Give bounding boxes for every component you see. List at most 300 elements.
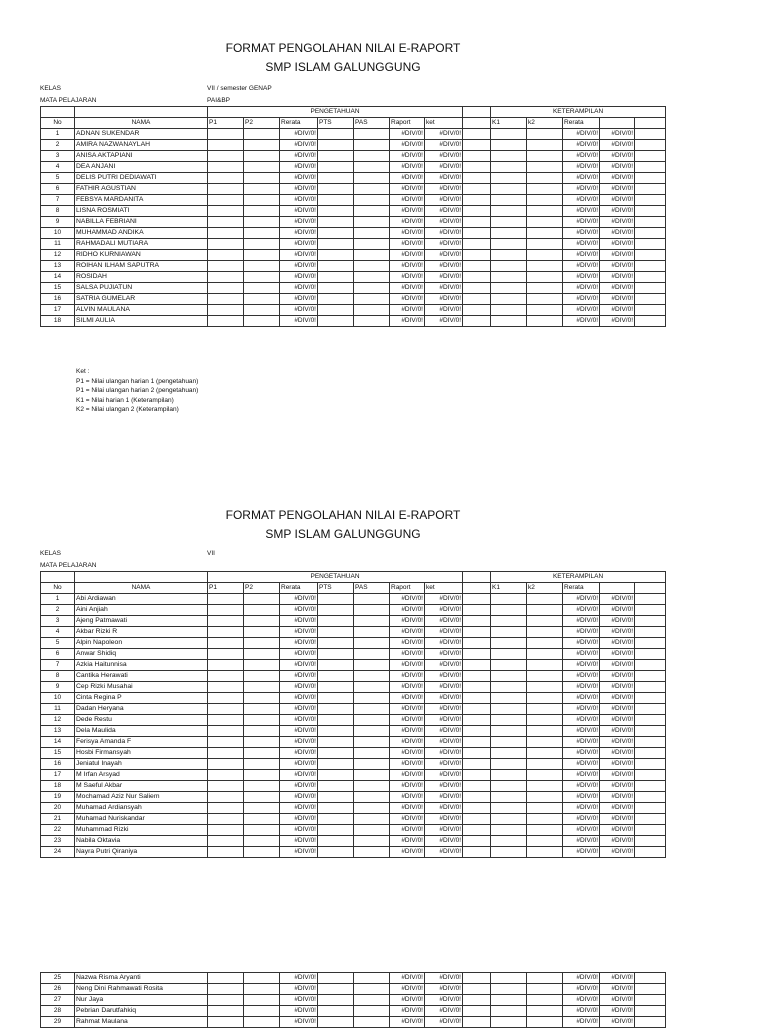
- cell-k2: [527, 836, 563, 847]
- cell-pas: [354, 272, 390, 283]
- cell-pas: [354, 759, 390, 770]
- cell-p2: [244, 814, 280, 825]
- cell-k2: [527, 217, 563, 228]
- cell-ket-value: #DIV/0!: [600, 594, 635, 605]
- cell-pas: [354, 195, 390, 206]
- cell-blank: [635, 162, 666, 173]
- row-number: 6: [41, 184, 75, 195]
- mapel-label: MATA PELAJARAN: [40, 97, 97, 104]
- cell-pas: [354, 825, 390, 836]
- cell-ket-value: #DIV/0!: [600, 792, 635, 803]
- cell-ket-value: #DIV/0!: [600, 704, 635, 715]
- row-number: 25: [41, 973, 75, 984]
- note-line: P1 = Nilai ulangan harian 2 (pengetahuan): [76, 387, 199, 394]
- cell-pts: [318, 162, 354, 173]
- cell-ket: #DIV/0!: [425, 140, 463, 151]
- cell-ket: #DIV/0!: [425, 726, 463, 737]
- cell-pas: [354, 748, 390, 759]
- cell-ket-rerata: #DIV/0!: [563, 973, 600, 984]
- table-row: [41, 195, 666, 206]
- cell-k1: [491, 704, 527, 715]
- cell-raport: #DIV/0!: [390, 984, 425, 995]
- cell-blank: [463, 250, 491, 261]
- cell-ket: #DIV/0!: [425, 616, 463, 627]
- cell-raport: #DIV/0!: [390, 594, 425, 605]
- cell-rerata: #DIV/0!: [280, 272, 318, 283]
- cell-ket-rerata: #DIV/0!: [563, 847, 600, 858]
- cell-blank: [635, 195, 666, 206]
- cell-pas: [354, 995, 390, 1006]
- row-number: 16: [41, 294, 75, 305]
- cell-p2: [244, 737, 280, 748]
- cell-blank: [635, 836, 666, 847]
- cell-k1: [491, 140, 527, 151]
- cell-ket: #DIV/0!: [425, 239, 463, 250]
- header-blank: [463, 107, 491, 118]
- cell-blank: [463, 715, 491, 726]
- cell-raport: #DIV/0!: [390, 616, 425, 627]
- cell-ket-value: #DIV/0!: [600, 660, 635, 671]
- header-keterampilan: KETERAMPILAN: [491, 572, 666, 583]
- cell-p1: [208, 195, 244, 206]
- student-name: Pebrian Darutfahkiq: [75, 1006, 208, 1017]
- cell-rerata: #DIV/0!: [280, 129, 318, 140]
- cell-blank: [635, 825, 666, 836]
- row-number: 19: [41, 792, 75, 803]
- cell-k1: [491, 283, 527, 294]
- cell-raport: #DIV/0!: [390, 748, 425, 759]
- cell-ket-rerata: #DIV/0!: [563, 605, 600, 616]
- cell-k2: [527, 250, 563, 261]
- row-number: 4: [41, 627, 75, 638]
- cell-blank: [463, 283, 491, 294]
- cell-k2: [527, 726, 563, 737]
- cell-pas: [354, 803, 390, 814]
- cell-p1: [208, 140, 244, 151]
- row-number: 27: [41, 995, 75, 1006]
- cell-p1: [208, 770, 244, 781]
- cell-p1: [208, 239, 244, 250]
- cell-ket-rerata: #DIV/0!: [563, 627, 600, 638]
- cell-pas: [354, 1006, 390, 1017]
- cell-blank: [463, 792, 491, 803]
- cell-ket: #DIV/0!: [425, 759, 463, 770]
- cell-k2: [527, 704, 563, 715]
- cell-k1: [491, 151, 527, 162]
- cell-rerata: #DIV/0!: [280, 627, 318, 638]
- cell-p2: [244, 162, 280, 173]
- cell-p2: [244, 605, 280, 616]
- header-blank: [635, 118, 666, 129]
- cell-p2: [244, 594, 280, 605]
- cell-blank: [635, 770, 666, 781]
- cell-p2: [244, 616, 280, 627]
- header-raport: Raport: [390, 583, 425, 594]
- table-row: [41, 594, 666, 605]
- header-blank: [41, 572, 75, 583]
- cell-p1: [208, 605, 244, 616]
- cell-blank: [635, 671, 666, 682]
- cell-ket-value: #DIV/0!: [600, 1017, 635, 1028]
- cell-ket-rerata: #DIV/0!: [563, 162, 600, 173]
- cell-p1: [208, 847, 244, 858]
- cell-raport: #DIV/0!: [390, 217, 425, 228]
- cell-raport: #DIV/0!: [390, 649, 425, 660]
- student-name: Muhammad Rizki: [75, 825, 208, 836]
- cell-pts: [318, 792, 354, 803]
- cell-p2: [244, 770, 280, 781]
- cell-rerata: #DIV/0!: [280, 984, 318, 995]
- cell-k1: [491, 814, 527, 825]
- cell-blank: [463, 759, 491, 770]
- cell-rerata: #DIV/0!: [280, 605, 318, 616]
- header-p2: P2: [244, 118, 280, 129]
- cell-blank: [463, 239, 491, 250]
- cell-p1: [208, 129, 244, 140]
- cell-pts: [318, 693, 354, 704]
- header-blank: [75, 572, 208, 583]
- cell-rerata: #DIV/0!: [280, 660, 318, 671]
- cell-pas: [354, 715, 390, 726]
- cell-ket-value: #DIV/0!: [600, 140, 635, 151]
- cell-blank: [635, 217, 666, 228]
- cell-ket: #DIV/0!: [425, 671, 463, 682]
- student-name: M Saeful Akbar: [75, 781, 208, 792]
- cell-ket: #DIV/0!: [425, 250, 463, 261]
- cell-k1: [491, 250, 527, 261]
- cell-ket: #DIV/0!: [425, 195, 463, 206]
- header-row: [41, 118, 666, 129]
- cell-ket-value: #DIV/0!: [600, 770, 635, 781]
- cell-blank: [635, 649, 666, 660]
- cell-ket-value: #DIV/0!: [600, 272, 635, 283]
- cell-ket-value: #DIV/0!: [600, 627, 635, 638]
- cell-rerata: #DIV/0!: [280, 973, 318, 984]
- cell-k2: [527, 294, 563, 305]
- cell-k2: [527, 803, 563, 814]
- cell-p2: [244, 847, 280, 858]
- row-number: 11: [41, 239, 75, 250]
- cell-raport: #DIV/0!: [390, 682, 425, 693]
- header-blank: [600, 583, 635, 594]
- cell-ket-rerata: #DIV/0!: [563, 693, 600, 704]
- student-name: Rahmat Maulana: [75, 1017, 208, 1028]
- table-row: [41, 995, 666, 1006]
- cell-ket: #DIV/0!: [425, 228, 463, 239]
- cell-ket-value: #DIV/0!: [600, 803, 635, 814]
- cell-pts: [318, 847, 354, 858]
- table-row: [41, 748, 666, 759]
- header-k1: K1: [491, 118, 527, 129]
- cell-raport: #DIV/0!: [390, 726, 425, 737]
- cell-rerata: #DIV/0!: [280, 261, 318, 272]
- cell-pas: [354, 283, 390, 294]
- header-no: No: [41, 583, 75, 594]
- cell-rerata: #DIV/0!: [280, 737, 318, 748]
- table-row: [41, 759, 666, 770]
- cell-k1: [491, 973, 527, 984]
- cell-p1: [208, 814, 244, 825]
- cell-k2: [527, 748, 563, 759]
- cell-rerata: #DIV/0!: [280, 682, 318, 693]
- cell-pts: [318, 261, 354, 272]
- cell-ket-rerata: #DIV/0!: [563, 715, 600, 726]
- cell-pts: [318, 228, 354, 239]
- cell-p1: [208, 825, 244, 836]
- cell-raport: #DIV/0!: [390, 781, 425, 792]
- table-row: [41, 671, 666, 682]
- cell-pas: [354, 704, 390, 715]
- cell-rerata: #DIV/0!: [280, 184, 318, 195]
- cell-blank: [635, 261, 666, 272]
- cell-blank: [463, 605, 491, 616]
- cell-ket-value: #DIV/0!: [600, 173, 635, 184]
- header-rerata: Rerata: [280, 583, 318, 594]
- cell-pts: [318, 814, 354, 825]
- cell-pts: [318, 1006, 354, 1017]
- cell-blank: [463, 814, 491, 825]
- cell-raport: #DIV/0!: [390, 162, 425, 173]
- cell-k1: [491, 770, 527, 781]
- cell-ket: #DIV/0!: [425, 748, 463, 759]
- cell-ket: #DIV/0!: [425, 814, 463, 825]
- cell-pas: [354, 649, 390, 660]
- cell-raport: #DIV/0!: [390, 184, 425, 195]
- cell-rerata: #DIV/0!: [280, 206, 318, 217]
- cell-pas: [354, 726, 390, 737]
- cell-pts: [318, 594, 354, 605]
- cell-rerata: #DIV/0!: [280, 616, 318, 627]
- table-row: [41, 715, 666, 726]
- row-number: 3: [41, 616, 75, 627]
- cell-pts: [318, 995, 354, 1006]
- cell-rerata: #DIV/0!: [280, 704, 318, 715]
- cell-k1: [491, 748, 527, 759]
- header-pengetahuan: PENGETAHUAN: [208, 107, 463, 118]
- cell-ket-rerata: #DIV/0!: [563, 825, 600, 836]
- cell-rerata: #DIV/0!: [280, 792, 318, 803]
- cell-ket-rerata: #DIV/0!: [563, 836, 600, 847]
- row-number: 26: [41, 984, 75, 995]
- cell-ket-rerata: #DIV/0!: [563, 1017, 600, 1028]
- cell-ket: #DIV/0!: [425, 847, 463, 858]
- cell-p1: [208, 792, 244, 803]
- header-pengetahuan: PENGETAHUAN: [208, 572, 463, 583]
- kelas-value: VII: [207, 550, 215, 557]
- cell-p2: [244, 272, 280, 283]
- table-row: [41, 792, 666, 803]
- cell-blank: [463, 671, 491, 682]
- cell-rerata: #DIV/0!: [280, 759, 318, 770]
- cell-p2: [244, 973, 280, 984]
- cell-ket: #DIV/0!: [425, 836, 463, 847]
- cell-k2: [527, 272, 563, 283]
- cell-ket: #DIV/0!: [425, 792, 463, 803]
- cell-p1: [208, 660, 244, 671]
- cell-pas: [354, 627, 390, 638]
- cell-p2: [244, 671, 280, 682]
- student-name: Dela Maulida: [75, 726, 208, 737]
- cell-k2: [527, 283, 563, 294]
- cell-blank: [463, 294, 491, 305]
- cell-k1: [491, 605, 527, 616]
- cell-raport: #DIV/0!: [390, 759, 425, 770]
- header-row: [41, 572, 666, 583]
- cell-ket-value: #DIV/0!: [600, 162, 635, 173]
- cell-rerata: #DIV/0!: [280, 995, 318, 1006]
- cell-k1: [491, 305, 527, 316]
- cell-k2: [527, 594, 563, 605]
- cell-p1: [208, 1006, 244, 1017]
- cell-k1: [491, 272, 527, 283]
- cell-ket-value: #DIV/0!: [600, 261, 635, 272]
- cell-rerata: #DIV/0!: [280, 1006, 318, 1017]
- cell-pts: [318, 984, 354, 995]
- cell-ket-value: #DIV/0!: [600, 671, 635, 682]
- notes-title: Ket :: [76, 368, 90, 375]
- student-name: Nur Jaya: [75, 995, 208, 1006]
- student-name: Muhamad Ardiansyah: [75, 803, 208, 814]
- row-number: 2: [41, 605, 75, 616]
- student-name: Cinta Regina P: [75, 693, 208, 704]
- cell-ket-rerata: #DIV/0!: [563, 995, 600, 1006]
- cell-raport: #DIV/0!: [390, 995, 425, 1006]
- cell-k2: [527, 605, 563, 616]
- row-number: 28: [41, 1006, 75, 1017]
- cell-k2: [527, 682, 563, 693]
- cell-p1: [208, 173, 244, 184]
- cell-blank: [635, 748, 666, 759]
- row-number: 20: [41, 803, 75, 814]
- cell-p2: [244, 682, 280, 693]
- cell-k1: [491, 682, 527, 693]
- cell-ket-rerata: #DIV/0!: [563, 239, 600, 250]
- cell-p2: [244, 726, 280, 737]
- cell-rerata: #DIV/0!: [280, 726, 318, 737]
- cell-blank: [635, 726, 666, 737]
- table-row: [41, 627, 666, 638]
- cell-p1: [208, 316, 244, 327]
- cell-pts: [318, 316, 354, 327]
- cell-blank: [635, 316, 666, 327]
- cell-p2: [244, 825, 280, 836]
- cell-p2: [244, 316, 280, 327]
- header-p1: P1: [208, 583, 244, 594]
- cell-raport: #DIV/0!: [390, 294, 425, 305]
- cell-ket-value: #DIV/0!: [600, 825, 635, 836]
- cell-pas: [354, 250, 390, 261]
- cell-blank: [463, 261, 491, 272]
- cell-raport: #DIV/0!: [390, 814, 425, 825]
- cell-raport: #DIV/0!: [390, 660, 425, 671]
- cell-rerata: #DIV/0!: [280, 228, 318, 239]
- cell-blank: [463, 272, 491, 283]
- table-row: [41, 129, 666, 140]
- header-blank: [635, 583, 666, 594]
- cell-blank: [463, 184, 491, 195]
- cell-k1: [491, 206, 527, 217]
- student-name: SILMI AULIA: [75, 316, 208, 327]
- cell-ket-value: #DIV/0!: [600, 184, 635, 195]
- row-number: 9: [41, 682, 75, 693]
- cell-pts: [318, 239, 354, 250]
- cell-rerata: #DIV/0!: [280, 305, 318, 316]
- row-number: 4: [41, 162, 75, 173]
- cell-p1: [208, 682, 244, 693]
- cell-ket-value: #DIV/0!: [600, 748, 635, 759]
- cell-pts: [318, 616, 354, 627]
- row-number: 13: [41, 261, 75, 272]
- cell-k1: [491, 184, 527, 195]
- cell-k1: [491, 316, 527, 327]
- cell-k1: [491, 294, 527, 305]
- cell-ket-rerata: #DIV/0!: [563, 140, 600, 151]
- student-name: RAHMADALI MUTIARA: [75, 239, 208, 250]
- cell-pts: [318, 184, 354, 195]
- cell-pts: [318, 627, 354, 638]
- cell-ket-rerata: #DIV/0!: [563, 272, 600, 283]
- cell-blank: [463, 305, 491, 316]
- cell-k2: [527, 814, 563, 825]
- student-name: Dadan Heryana: [75, 704, 208, 715]
- student-name: Azkia Haitunnisa: [75, 660, 208, 671]
- row-number: 1: [41, 129, 75, 140]
- student-name: Abi Ardiawan: [75, 594, 208, 605]
- cell-pas: [354, 206, 390, 217]
- cell-blank: [635, 737, 666, 748]
- cell-p1: [208, 616, 244, 627]
- cell-ket: #DIV/0!: [425, 649, 463, 660]
- cell-blank: [463, 316, 491, 327]
- mapel-value: PAI&BP: [207, 97, 231, 104]
- table-row: [41, 847, 666, 858]
- table-row: [41, 616, 666, 627]
- cell-raport: #DIV/0!: [390, 283, 425, 294]
- cell-ket: #DIV/0!: [425, 660, 463, 671]
- row-number: 11: [41, 704, 75, 715]
- cell-rerata: #DIV/0!: [280, 770, 318, 781]
- table-row: [41, 272, 666, 283]
- cell-blank: [463, 627, 491, 638]
- student-name: Cep Rizki Musahai: [75, 682, 208, 693]
- header-rerata: Rerata: [563, 118, 600, 129]
- cell-k1: [491, 693, 527, 704]
- student-name: MUHAMMAD ANDIKA: [75, 228, 208, 239]
- cell-pts: [318, 759, 354, 770]
- grades-table-2: [40, 571, 666, 858]
- cell-k1: [491, 726, 527, 737]
- cell-k2: [527, 649, 563, 660]
- cell-pts: [318, 294, 354, 305]
- kelas-value: VII / semester GENAP: [207, 85, 272, 92]
- cell-blank: [463, 660, 491, 671]
- student-name: Neng Dini Rahmawati Rosita: [75, 984, 208, 995]
- note-line: K1 = Nilai harian 1 (Keterampilan): [76, 396, 174, 404]
- cell-p1: [208, 671, 244, 682]
- cell-pts: [318, 649, 354, 660]
- header-row: [41, 583, 666, 594]
- row-number: 10: [41, 693, 75, 704]
- cell-p1: [208, 803, 244, 814]
- cell-p1: [208, 726, 244, 737]
- cell-pts: [318, 605, 354, 616]
- cell-blank: [635, 206, 666, 217]
- table-row: [41, 660, 666, 671]
- cell-k2: [527, 261, 563, 272]
- cell-p2: [244, 151, 280, 162]
- student-name: Nabila Oktavia: [75, 836, 208, 847]
- student-name: ADNAN SUKENDAR: [75, 129, 208, 140]
